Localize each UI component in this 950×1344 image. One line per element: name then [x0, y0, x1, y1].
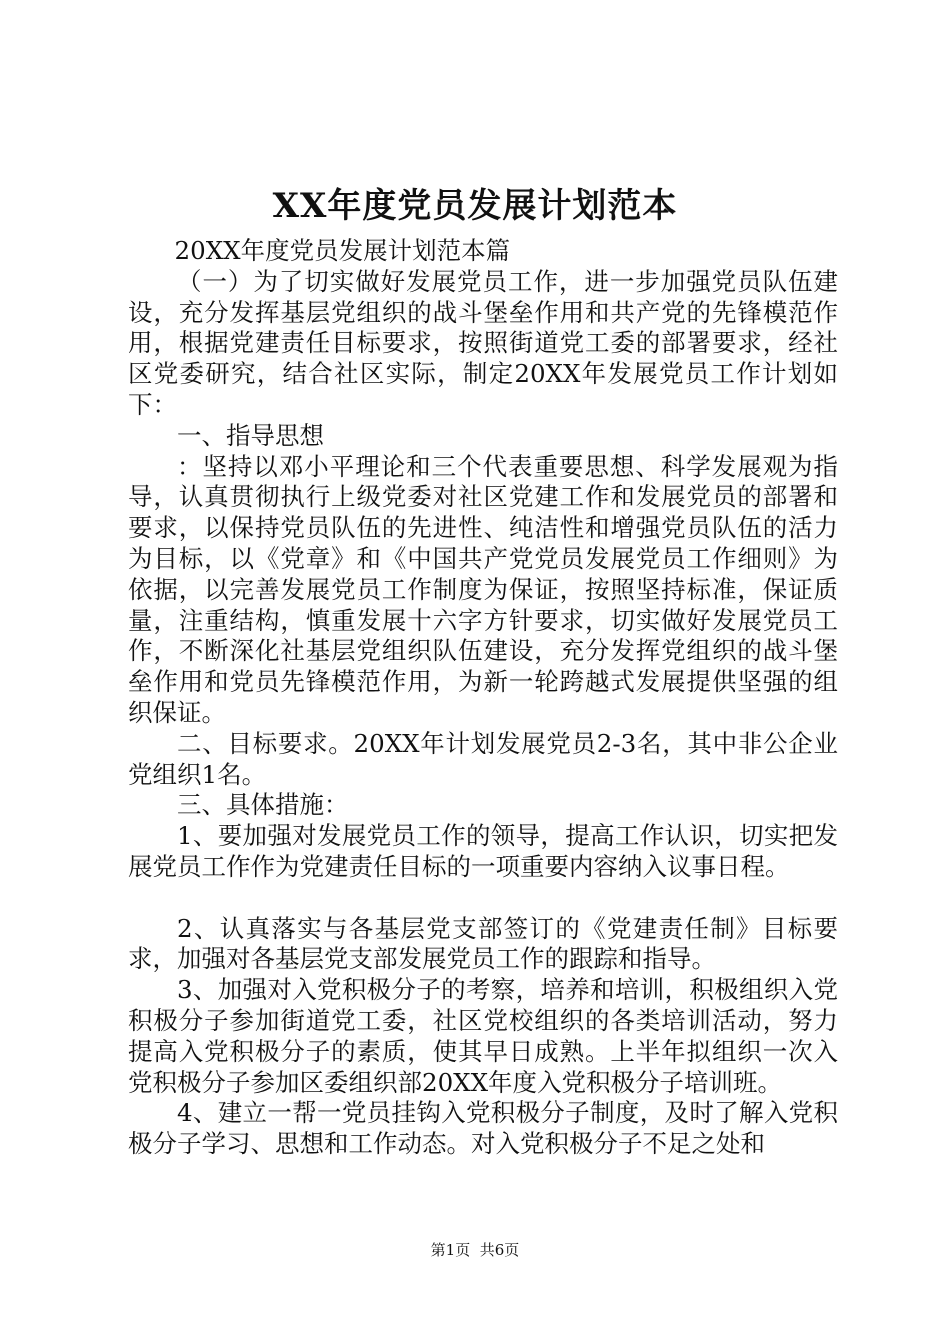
- guiding-ideology-paragraph: ：坚持以邓小平理论和三个代表重要思想、科学发展观为指导，认真贯彻执行上级党委对社区党建工作和发展党员的部署和要求，以保持党员队伍的先进性、纯洁性和增强党员队伍的活力为目标，以《党章》和《中国共产党党员发展党员工作细则》为依据，以完善发展党员工作制度为保证，按照坚持标准，保证质量，注重结构，慎重发展十六字方针要求，切实做好发展党员工作，不断深化社基层党组织队伍建设，充分发挥党组织的战斗堡垒作用和党员先锋模范作用，为新一轮跨越式发展提供坚强的组织保证。: [128, 451, 838, 727]
- measure-3-paragraph: 3、加强对入党积极分子的考察，培养和培训，积极组织入党积极分子参加街道党工委，社区党校组织的各类培训活动，努力提高入党积极分子的素质，使其早日成熟。上半年拟组织一次入党积极分子参加区委组织部20XX年度入党积极分子培训班。: [128, 975, 838, 1097]
- document-body: [128, 236, 838, 1160]
- measure-4-paragraph: 4、建立一帮一党员挂钩入党积极分子制度，及时了解入党积极分子学习、思想和工作动态。对入党积极分子不足之处和: [128, 1098, 838, 1159]
- section-heading-guiding-ideology: 一、指导思想: [177, 420, 324, 450]
- section-heading-measures: 三、具体措施：: [177, 790, 349, 820]
- page-number: 第1页: [430, 1241, 471, 1259]
- measure-2-paragraph: 2、认真落实与各基层党支部签订的《党建责任制》目标要求，加强对各基层党支部发展党员工作的跟踪和指导。: [128, 913, 838, 974]
- target-requirements-paragraph: 二、目标要求。20XX年计划发展党员2-3名，其中非公企业党组织1名。: [128, 728, 838, 789]
- measure-1-paragraph: 1、要加强对发展党员工作的领导，提高工作认识，切实把发展党员工作作为党建责任目标的一项重要内容纳入议事日程。: [128, 821, 838, 881]
- page-total: 共6页: [479, 1241, 520, 1259]
- document-title: XX年度党员发展计划范本: [272, 186, 678, 226]
- page-footer: [0, 1240, 950, 1260]
- subtitle-paragraph: 20XX年度党员发展计划范本篇: [174, 236, 511, 265]
- intro-paragraph: （一）为了切实做好发展党员工作，进一步加强党员队伍建设，充分发挥基层党组织的战斗堡垒作用和共产党的先锋模范作用，根据党建责任目标要求，按照街道党工委的部署要求，经社区党委研究，结合社区实际，制定20XX年发展党员工作计划如下：: [128, 266, 838, 419]
